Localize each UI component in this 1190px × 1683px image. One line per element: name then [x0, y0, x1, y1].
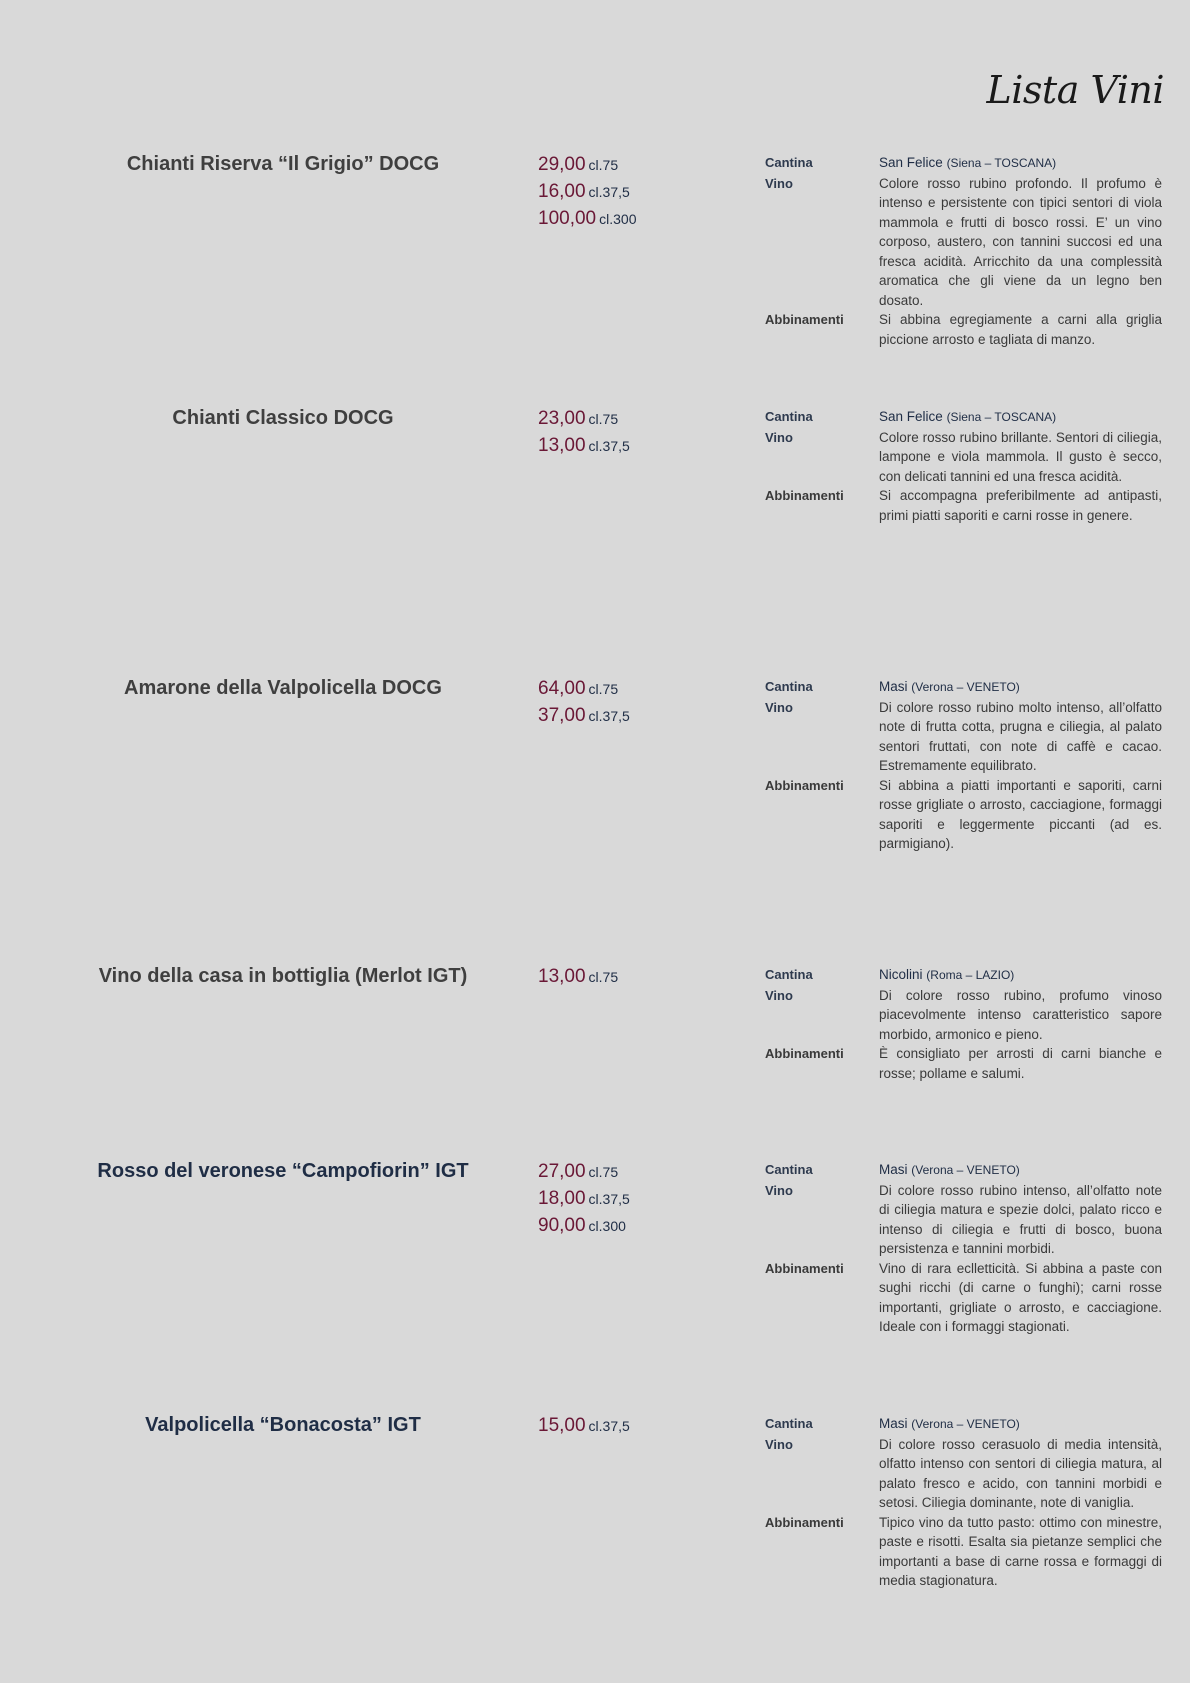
price-row	[538, 1158, 698, 1185]
bottle-size: cl.37,5	[588, 1191, 630, 1207]
wine-name: Vino della casa in bottiglia (Merlot IGT)	[98, 965, 468, 987]
price-value: 64,00	[538, 678, 586, 699]
bottle-size: cl.75	[588, 681, 619, 697]
cantina-label: Cantina	[765, 1162, 813, 1177]
price-list	[538, 405, 698, 459]
vino-row	[765, 698, 1162, 776]
bottle-size: cl.37,5	[588, 1418, 630, 1434]
wine-details	[765, 153, 1162, 349]
cantina-value	[879, 1160, 1162, 1181]
bottle-size: cl.37,5	[588, 708, 630, 724]
wine-name: Rosso del veronese “Campofiorin” IGT	[97, 1160, 469, 1182]
abbinamenti-row	[765, 310, 1162, 349]
wine-details	[765, 677, 1162, 854]
price-value: 15,00	[538, 1415, 586, 1436]
bottle-size: cl.37,5	[588, 438, 630, 454]
price-row	[538, 1412, 698, 1439]
price-value: 23,00	[538, 408, 586, 429]
abbinamenti-row	[765, 1044, 1162, 1083]
price-list	[538, 1412, 698, 1439]
vino-row	[765, 1181, 1162, 1259]
abbinamenti-row	[765, 1513, 1162, 1591]
price-list	[538, 963, 698, 990]
abbinamenti-label: Abbinamenti	[765, 1514, 844, 1530]
price-value: 13,00	[538, 435, 586, 456]
page-title: Lista Vini	[986, 68, 1164, 112]
abbinamenti-description: Vino di rara eclletticità. Si abbina a paste con sughi ricchi (di carne o funghi); carni rosse importanti, grigliate o arrosto, e cacciagione. Ideale con i formaggi stagionati.	[879, 1260, 1162, 1334]
vino-label: Vino	[765, 699, 793, 715]
bottle-size: cl.37,5	[588, 184, 630, 200]
cantina-label: Cantina	[765, 155, 813, 170]
vino-label: Vino	[765, 1182, 793, 1198]
cantina-name: Nicolini	[879, 967, 923, 982]
wine-details	[765, 965, 1162, 1083]
wine-name: Chianti Riserva “Il Grigio” DOCG	[126, 153, 440, 175]
abbinamenti-label: Abbinamenti	[765, 488, 844, 503]
vino-row	[765, 986, 1162, 1045]
price-list	[538, 1158, 698, 1239]
price-row	[538, 963, 698, 990]
cantina-origin: (Verona – VENETO)	[911, 680, 1020, 694]
price-row	[538, 151, 698, 178]
price-value: 13,00	[538, 966, 586, 987]
price-value: 18,00	[538, 1188, 586, 1209]
abbinamenti-description: Si accompagna preferibilmente ad antipasti, primi piatti saporiti e carni rosse in genere.	[879, 488, 1162, 523]
abbinamenti-description: Si abbina a piatti importanti e saporiti, carni rosse grigliate o arrosto, cacciagione, formaggi saporiti e leggermente piccanti (ad es. parmigiano).	[879, 777, 1162, 851]
cantina-origin: (Roma – LAZIO)	[926, 968, 1015, 982]
price-row	[538, 205, 698, 232]
abbinamenti-label: Abbinamenti	[765, 1260, 844, 1276]
vino-label: Vino	[765, 429, 793, 445]
cantina-value	[879, 407, 1162, 428]
abbinamenti-description: Tipico vino da tutto pasto: ottimo con minestre, paste e risotti. Esalta sia pietanze semplici che importanti a base di carne rossa e formaggi di media stagionatura.	[879, 1514, 1162, 1588]
price-row	[538, 178, 698, 205]
bottle-size: cl.75	[588, 411, 619, 427]
bottle-size: cl.300	[599, 211, 637, 227]
abbinamenti-description: Si abbina egregiamente a carni alla griglia piccione arrosto e tagliata di manzo.	[879, 312, 1162, 347]
cantina-label: Cantina	[765, 1416, 813, 1431]
cantina-origin: (Verona – VENETO)	[911, 1163, 1020, 1177]
vino-description: Di colore rosso rubino intenso, all’olfatto note di ciliegia matura e spezie dolci, palato ricco e intenso di ciliegia e frutti di bosco, buona persistenza e tannini morbidi.	[879, 1182, 1162, 1256]
abbinamenti-label: Abbinamenti	[765, 777, 844, 793]
abbinamenti-label: Abbinamenti	[765, 312, 844, 327]
cantina-label: Cantina	[765, 679, 813, 694]
price-value: 29,00	[538, 154, 586, 175]
vino-label: Vino	[765, 987, 793, 1003]
bottle-size: cl.75	[588, 157, 619, 173]
cantina-row	[765, 407, 1162, 428]
bottle-size: cl.75	[588, 969, 619, 985]
abbinamenti-label: Abbinamenti	[765, 1046, 844, 1061]
cantina-value	[879, 965, 1162, 986]
vino-description: Di colore rosso rubino, profumo vinoso piacevolmente intenso caratteristico sapore morbido, armonico e pieno.	[879, 987, 1162, 1042]
price-row	[538, 405, 698, 432]
cantina-value	[879, 1414, 1162, 1435]
cantina-label: Cantina	[765, 409, 813, 424]
price-list	[538, 675, 698, 729]
price-value: 100,00	[538, 208, 597, 229]
price-row	[538, 1212, 698, 1239]
cantina-name: San Felice	[879, 155, 943, 170]
wine-details	[765, 407, 1162, 525]
vino-description: Di colore rosso rubino molto intenso, all’olfatto note di frutta cotta, prugna e ciliegia, al palato sentori fruttati, con note di caffè e cacao. Estremamente equilibrato.	[879, 699, 1162, 773]
price-row	[538, 432, 698, 459]
cantina-name: San Felice	[879, 409, 943, 424]
price-row	[538, 675, 698, 702]
vino-row	[765, 174, 1162, 311]
cantina-row	[765, 677, 1162, 698]
wine-name: Valpolicella “Bonacosta” IGT	[145, 1414, 421, 1436]
wine-details	[765, 1160, 1162, 1337]
price-value: 27,00	[538, 1161, 586, 1182]
wine-name: Amarone della Valpolicella DOCG	[124, 677, 442, 699]
vino-row	[765, 428, 1162, 487]
cantina-name: Masi	[879, 1162, 908, 1177]
price-list	[538, 151, 698, 232]
cantina-row	[765, 965, 1162, 986]
cantina-row	[765, 1414, 1162, 1435]
vino-description: Colore rosso rubino profondo. Il profumo è intenso e persistente con tipici sentori di viola mammola e frutti di bosco rossi. E’ un vino corposo, austero, con tannini succosi ed una fresca acidità. Arricchito da una complessità aromatica che gli viene da un legno ben dosato.	[879, 175, 1162, 308]
price-row	[538, 1185, 698, 1212]
cantina-origin: (Siena – TOSCANA)	[946, 156, 1057, 170]
cantina-origin: (Siena – TOSCANA)	[946, 410, 1057, 424]
cantina-origin: (Verona – VENETO)	[911, 1417, 1020, 1431]
vino-description: Colore rosso rubino brillante. Sentori di ciliegia, lampone e viola mammola. Il gusto è secco, con delicati tannini ed una fresca acidità.	[879, 429, 1162, 484]
cantina-name: Masi	[879, 679, 908, 694]
abbinamenti-row	[765, 1259, 1162, 1337]
abbinamenti-row	[765, 486, 1162, 525]
price-value: 16,00	[538, 181, 586, 202]
vino-description: Di colore rosso cerasuolo di media intensità, olfatto intenso con sentori di ciliegia matura, al palato fresco e acido, con tannini morbidi e setosi. Ciliegia dominante, note di vaniglia.	[879, 1436, 1162, 1510]
bottle-size: cl.75	[588, 1164, 619, 1180]
price-value: 37,00	[538, 705, 586, 726]
cantina-value	[879, 677, 1162, 698]
wine-details	[765, 1414, 1162, 1591]
cantina-row	[765, 153, 1162, 174]
cantina-value	[879, 153, 1162, 174]
price-row	[538, 702, 698, 729]
cantina-name: Masi	[879, 1416, 908, 1431]
cantina-row	[765, 1160, 1162, 1181]
abbinamenti-row	[765, 776, 1162, 854]
wine-name: Chianti Classico DOCG	[172, 407, 394, 429]
price-value: 90,00	[538, 1215, 586, 1236]
vino-label: Vino	[765, 175, 793, 191]
bottle-size: cl.300	[588, 1218, 626, 1234]
vino-label: Vino	[765, 1436, 793, 1452]
abbinamenti-description: È consigliato per arrosti di carni bianche e rosse; pollame e salumi.	[879, 1046, 1162, 1081]
vino-row	[765, 1435, 1162, 1513]
cantina-label: Cantina	[765, 967, 813, 982]
